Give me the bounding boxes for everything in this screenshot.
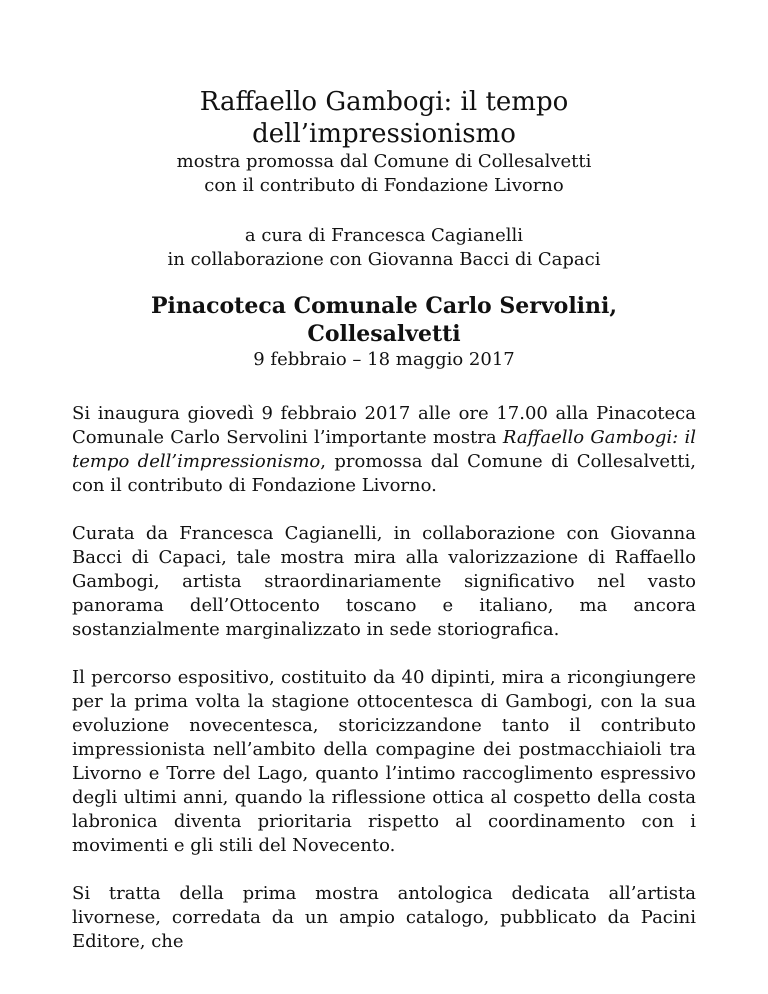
sponsor-line: con il contributo di Fondazione Livorno [204, 175, 564, 196]
paragraph-curation: Curata da Francesca Cagianelli, in collaborazione con Giovanna Bacci di Capaci, tale mostra mira alla valorizzazione di Raffaello Gambogi, artista straordinariamente significativo nel vasto panorama dell’Ottocento toscano e italiano, ma ancora sostanzialmente marginalizzato in sede storiografica. [72, 523, 696, 640]
paragraph-text: Si inaugura giovedì 9 febbraio 2017 alle ore 17.00 alla Pinacoteca Comunale Carlo Servolini l’importante mostra [72, 403, 696, 448]
exhibition-title-italic: Raffaello Gambogi: il tempo dell’impressionismo [72, 427, 696, 472]
exhibition-dates: 9 febbraio – 18 maggio 2017 [253, 349, 515, 370]
paragraph-inauguration [72, 402, 696, 498]
page-title: Raffaello Gambogi: il tempo dell’impressionismo [199, 87, 569, 149]
paragraph-catalogue: Si tratta della prima mostra antologica dedicata all’artista livornese, corredata da un ampio catalogo, pubblicato da Pacini Editore, che [72, 883, 696, 952]
paragraph-exhibition-path: Il percorso espositivo, costituito da 40 dipinti, mira a ricongiungere per la prima volta la stagione ottocentesca di Gambogi, con la sua evoluzione novecentesca, storicizzandone tanto il contributo impressionista nell’ambito della compagine dei postmacchiaioli tra Livorno e Torre del Lago, quanto l’intimo raccoglimento espressivo degli ultimi anni, quando la riflessione ottica al cospetto della costa labronica diventa prioritaria rispetto al coordinamento con i movimenti e gli stili del Novecento. [72, 667, 696, 856]
curator-line: a cura di Francesca Cagianelli [244, 225, 524, 246]
paragraph-text: , promossa dal Comune di Collesalvetti, con il contributo di Fondazione Livorno. [72, 451, 696, 496]
spacer [72, 198, 696, 224]
collaboration-line: in collaborazione con Giovanna Bacci di Capaci [167, 249, 601, 270]
header-block [72, 86, 696, 272]
promoter-line: mostra promossa dal Comune di Collesalvetti [176, 151, 592, 172]
document-page [72, 86, 696, 954]
venue-block [72, 292, 696, 372]
venue-name: Pinacoteca Comunale Carlo Servolini, Collesalvetti [150, 293, 618, 347]
